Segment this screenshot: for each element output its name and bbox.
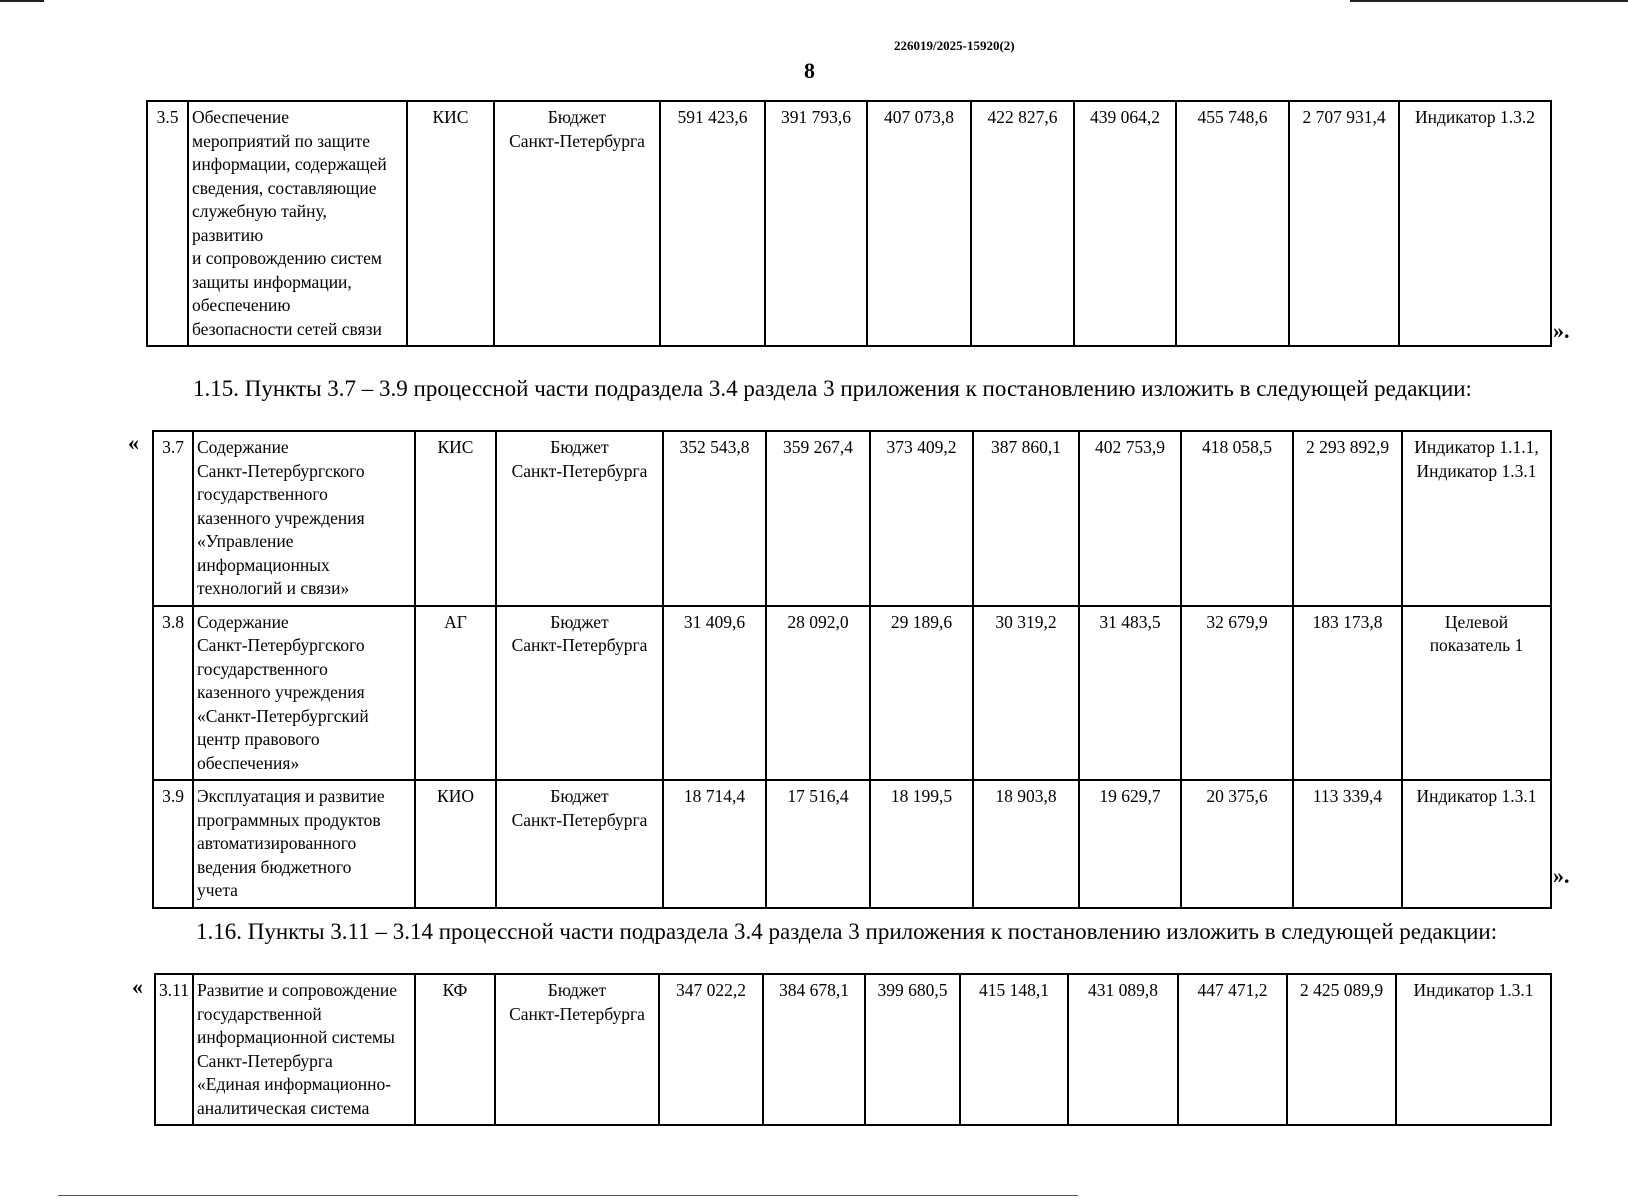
amount-cell: 399 680,5 <box>865 974 960 1125</box>
funding-source <box>496 780 663 908</box>
item-number: 3.11 <box>155 974 193 1125</box>
item-name-line: государственного <box>197 484 328 504</box>
item-name <box>188 101 407 346</box>
amount-cell: 18 714,4 <box>663 780 766 908</box>
item-name-line: и сопровождению систем <box>192 248 382 268</box>
document-id: 226019/2025-15920(2) <box>894 38 1015 53</box>
amount-cell: 447 471,2 <box>1178 974 1287 1125</box>
executor: КИС <box>407 101 494 346</box>
paragraph-1-16: 1.16. Пункты 3.11 – 3.14 процессной части подраздела 3.4 раздела 3 приложения к постановлению изложить в следующей редакции: <box>196 919 1498 944</box>
table-row <box>155 974 1551 1125</box>
amount-cell: 418 058,5 <box>1181 431 1293 606</box>
item-name-line: Содержание <box>197 437 289 457</box>
amount-cell: 19 629,7 <box>1079 780 1181 908</box>
item-name-line: обеспечения» <box>197 752 300 773</box>
item-name <box>193 606 415 781</box>
paragraph-1-15: 1.15. Пункты 3.7 – 3.9 процессной части подраздела 3.4 раздела 3 приложения к постановлению изложить в следующей редакции: <box>193 376 1472 401</box>
item-name-line: технологий и связи» <box>197 578 350 598</box>
item-name-line: Обеспечение <box>192 107 290 127</box>
item-name-line: сведения, составляющие <box>192 177 377 198</box>
amount-cell: 347 022,2 <box>659 974 763 1125</box>
closing-quote: ». <box>1553 863 1570 888</box>
item-name-line: государственной <box>197 1003 322 1024</box>
amount-cell: 422 827,6 <box>971 101 1074 346</box>
amount-cell: 352 543,8 <box>663 431 766 606</box>
indicator-line: Целевой <box>1444 611 1509 632</box>
amount-cell: 28 092,0 <box>766 606 870 781</box>
funding-source <box>496 606 663 781</box>
item-name-line: учета <box>197 880 238 900</box>
executor: КИС <box>415 431 496 606</box>
funding-source-line: Санкт-Петербурга <box>511 809 648 830</box>
table-row <box>153 780 1551 908</box>
funding-source-line: Санкт-Петербурга <box>511 460 648 481</box>
item-name-line: казенного учреждения <box>197 507 365 528</box>
indicator-line: Индикатор 1.1.1, <box>1414 437 1539 457</box>
item-name-line: центр правового <box>197 729 320 749</box>
amount-cell: 30 319,2 <box>973 606 1079 781</box>
item-name-line: обеспечению <box>192 295 291 315</box>
indicator <box>1399 101 1551 346</box>
amount-cell: 2 293 892,9 <box>1293 431 1402 606</box>
table-row <box>147 101 1551 346</box>
table-section-1-15 <box>152 430 1552 909</box>
item-number: 3.5 <box>147 101 188 346</box>
amount-cell: 455 748,6 <box>1176 101 1289 346</box>
amount-cell: 31 483,5 <box>1079 606 1181 781</box>
item-name-line: «Единая информационно- <box>197 1074 392 1094</box>
funding-source-line: Бюджет <box>550 437 609 457</box>
item-number: 3.9 <box>153 780 193 908</box>
item-name-line: Санкт-Петербурга <box>197 1050 333 1071</box>
amount-cell: 2 425 089,9 <box>1287 974 1396 1125</box>
amount-cell: 31 409,6 <box>663 606 766 781</box>
indicator <box>1402 431 1551 606</box>
item-name-line: Эксплуатация и развитие <box>197 786 385 806</box>
executor: КФ <box>415 974 495 1125</box>
amount-cell: 402 753,9 <box>1079 431 1181 606</box>
amount-cell: 32 679,9 <box>1181 606 1293 781</box>
funding-source <box>494 101 660 346</box>
item-name-line: служебную тайну, <box>192 201 327 221</box>
amount-cell: 18 199,5 <box>870 780 973 908</box>
item-name-line: развитию <box>192 224 264 245</box>
item-name-line: Содержание <box>197 611 289 632</box>
indicator-line: показатель 1 <box>1429 635 1524 655</box>
indicator <box>1402 780 1551 908</box>
amount-cell: 384 678,1 <box>763 974 865 1125</box>
amount-cell: 29 189,6 <box>870 606 973 781</box>
item-name-line: «Управление <box>197 531 294 551</box>
item-name-line: аналитическая система <box>197 1097 370 1118</box>
item-name-line: ведения бюджетного <box>197 856 352 877</box>
amount-cell: 18 903,8 <box>973 780 1079 908</box>
amount-cell: 20 375,6 <box>1181 780 1293 908</box>
amount-cell: 391 793,6 <box>765 101 867 346</box>
indicator-line: Индикатор 1.3.2 <box>1414 107 1536 127</box>
funding-source-line: Бюджет <box>550 611 609 632</box>
funding-source-line: Бюджет <box>550 786 609 806</box>
table-row <box>153 606 1551 781</box>
indicator <box>1402 606 1551 781</box>
item-name-line: Развитие и сопровождение <box>197 980 398 1000</box>
item-name-line: информации, содержащей <box>192 154 387 174</box>
item-name-line: программных продуктов <box>197 809 381 830</box>
amount-cell: 407 073,8 <box>867 101 971 346</box>
table-body <box>147 101 1551 346</box>
scan-edge-bottom <box>58 1195 1078 1196</box>
funding-source-line: Бюджет <box>547 107 607 127</box>
page-number: 8 <box>804 58 815 83</box>
amount-cell: 359 267,4 <box>766 431 870 606</box>
table-body <box>153 431 1551 908</box>
amount-cell: 113 339,4 <box>1293 780 1402 908</box>
item-number: 3.8 <box>153 606 193 781</box>
indicator-line: Индикатор 1.3.1 <box>1413 980 1534 1000</box>
table-section-1 <box>146 100 1552 347</box>
item-name <box>193 974 415 1125</box>
amount-cell: 2 707 931,4 <box>1289 101 1399 346</box>
item-name-line: «Санкт-Петербургский <box>197 705 369 726</box>
item-name-line: мероприятий по защите <box>192 130 371 151</box>
item-name-line: защиты информации, <box>192 271 352 292</box>
table-row <box>153 431 1551 606</box>
item-name-line: казенного учреждения <box>197 682 365 702</box>
amount-cell: 387 860,1 <box>973 431 1079 606</box>
item-name-line: Санкт-Петербургского <box>197 635 365 655</box>
item-name <box>193 780 415 908</box>
table-section-1-16 <box>154 973 1552 1126</box>
amount-cell: 439 064,2 <box>1074 101 1176 346</box>
item-name-line: безопасности сетей связи <box>192 318 382 339</box>
amount-cell: 183 173,8 <box>1293 606 1402 781</box>
scan-edge-top-left <box>0 0 44 2</box>
opening-quote: « <box>132 974 143 999</box>
item-name-line: государственного <box>197 658 328 679</box>
funding-source <box>495 974 659 1125</box>
item-name-line: информационных <box>197 554 330 575</box>
item-number: 3.7 <box>153 431 193 606</box>
amount-cell: 431 089,8 <box>1068 974 1178 1125</box>
executor: АГ <box>415 606 496 781</box>
item-name-line: Санкт-Петербургского <box>197 460 365 481</box>
indicator-line: Индикатор 1.3.1 <box>1416 786 1537 806</box>
item-name <box>193 431 415 606</box>
funding-source-line: Санкт-Петербурга <box>509 130 645 151</box>
item-name-line: автоматизированного <box>197 833 357 853</box>
item-name-line: информационной системы <box>197 1027 395 1047</box>
scan-edge-top-right <box>1350 0 1628 2</box>
opening-quote: « <box>128 430 139 455</box>
funding-source <box>496 431 663 606</box>
amount-cell: 591 423,6 <box>660 101 765 346</box>
executor: КИО <box>415 780 496 908</box>
table-body <box>155 974 1551 1125</box>
funding-source-line: Санкт-Петербурга <box>511 635 648 655</box>
amount-cell: 373 409,2 <box>870 431 973 606</box>
amount-cell: 415 148,1 <box>960 974 1068 1125</box>
indicator <box>1396 974 1551 1125</box>
funding-source-line: Бюджет <box>547 980 607 1000</box>
closing-quote: ». <box>1553 318 1570 343</box>
amount-cell: 17 516,4 <box>766 780 870 908</box>
indicator-line: Индикатор 1.3.1 <box>1416 460 1537 481</box>
funding-source-line: Санкт-Петербурга <box>509 1003 645 1024</box>
